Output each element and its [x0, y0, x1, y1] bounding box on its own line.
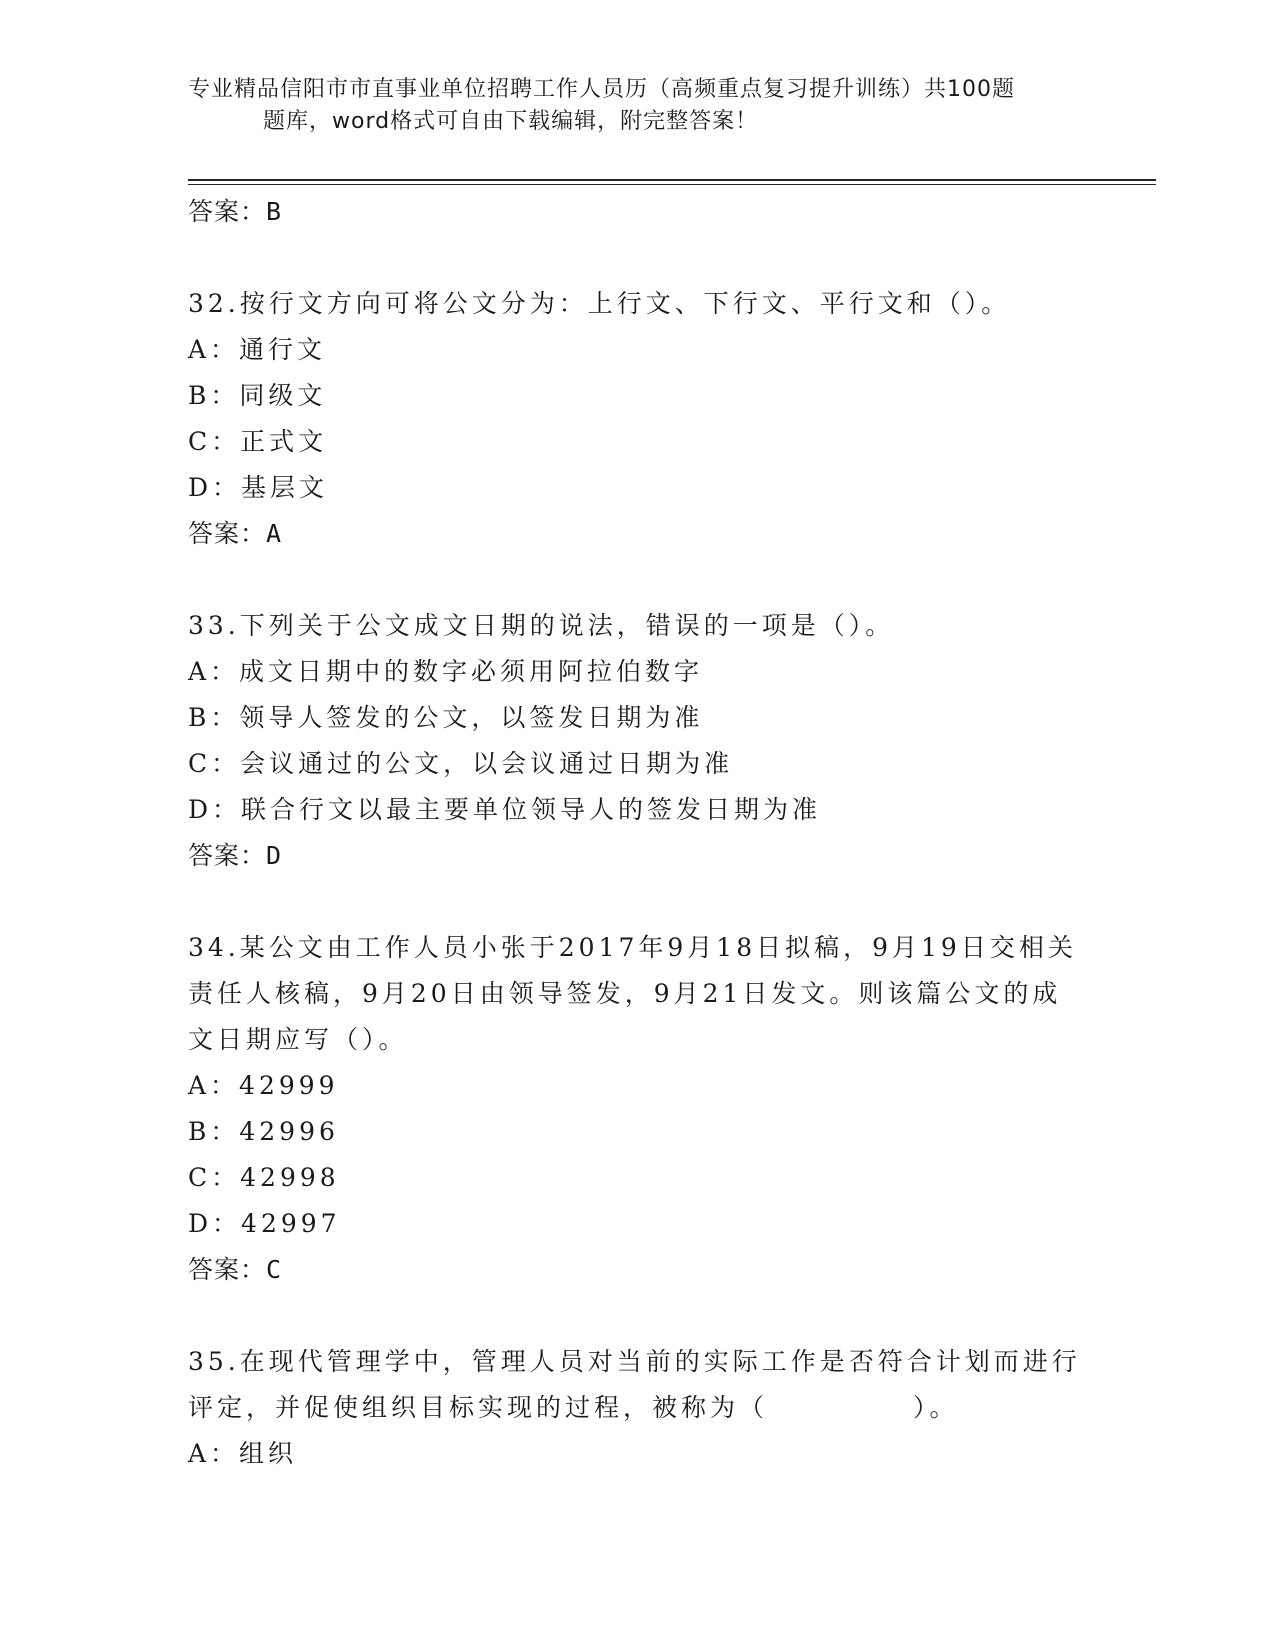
- spacer: [188, 235, 1088, 281]
- spacer: [188, 879, 1088, 925]
- question-text-line: 评定，并促使组织目标实现的过程，被称为（ ）。: [188, 1393, 959, 1422]
- answer-label: 答案：: [188, 1255, 267, 1284]
- question-32: [188, 281, 1088, 557]
- option-a: A：组织: [188, 1439, 298, 1468]
- question-text: 32.按行文方向可将公文分为：上行文、下行文、平行文和（）。: [188, 289, 1011, 318]
- page-header: [188, 74, 1088, 138]
- answer-value: B: [266, 197, 283, 226]
- answer-value: D: [266, 841, 283, 870]
- option-c: C：会议通过的公文，以会议通过日期为准: [188, 749, 734, 778]
- answer-34: [188, 1247, 1088, 1293]
- question-34: [188, 925, 1088, 1293]
- option-d: D：基层文: [188, 473, 329, 502]
- option-b: B：42996: [188, 1117, 339, 1146]
- answer-label: 答案：: [188, 841, 267, 870]
- answer-value: A: [266, 519, 283, 548]
- question-text-line: 文日期应写（）。: [188, 1025, 408, 1054]
- option-b: B：同级文: [188, 381, 327, 410]
- header-rule-thin: [188, 184, 1156, 185]
- spacer: [188, 557, 1088, 603]
- question-text: 33.下列关于公文成文日期的说法，错误的一项是（）。: [188, 611, 895, 640]
- question-text-line: 35.在现代管理学中，管理人员对当前的实际工作是否符合计划而进行: [188, 1347, 1081, 1376]
- option-a: A：通行文: [188, 335, 327, 364]
- option-a: A：42999: [188, 1071, 339, 1100]
- answer-label: 答案：: [188, 197, 267, 226]
- question-text-line: 34.某公文由工作人员小张于2017年9月18日拟稿，9月19日交相关: [188, 933, 1077, 962]
- question-35: [188, 1339, 1088, 1477]
- header-title-line2: 题库，word格式可自由下载编辑，附完整答案！: [263, 109, 759, 134]
- option-c: C：42998: [188, 1163, 340, 1192]
- answer-31: [188, 189, 1088, 235]
- option-c: C：正式文: [188, 427, 328, 456]
- question-33: [188, 603, 1088, 879]
- answer-33: [188, 833, 1088, 879]
- spacer: [188, 1293, 1088, 1339]
- answer-label: 答案：: [188, 519, 267, 548]
- answer-32: [188, 511, 1088, 557]
- header-rule-thick: [188, 179, 1156, 181]
- answer-value: C: [266, 1255, 283, 1284]
- option-a: A：成文日期中的数字必须用阿拉伯数字: [188, 657, 704, 686]
- option-d: D：42997: [188, 1209, 341, 1238]
- question-list: [188, 189, 1088, 1477]
- question-text-line: 责任人核稿，9月20日由领导签发，9月21日发文。则该篇公文的成: [188, 979, 1062, 1008]
- option-b: B：领导人签发的公文，以签发日期为准: [188, 703, 704, 732]
- header-title-line1: 专业精品信阳市市直事业单位招聘工作人员历（高频重点复习提升训练）共100题: [188, 77, 1015, 102]
- option-d: D：联合行文以最主要单位领导人的签发日期为准: [188, 795, 822, 824]
